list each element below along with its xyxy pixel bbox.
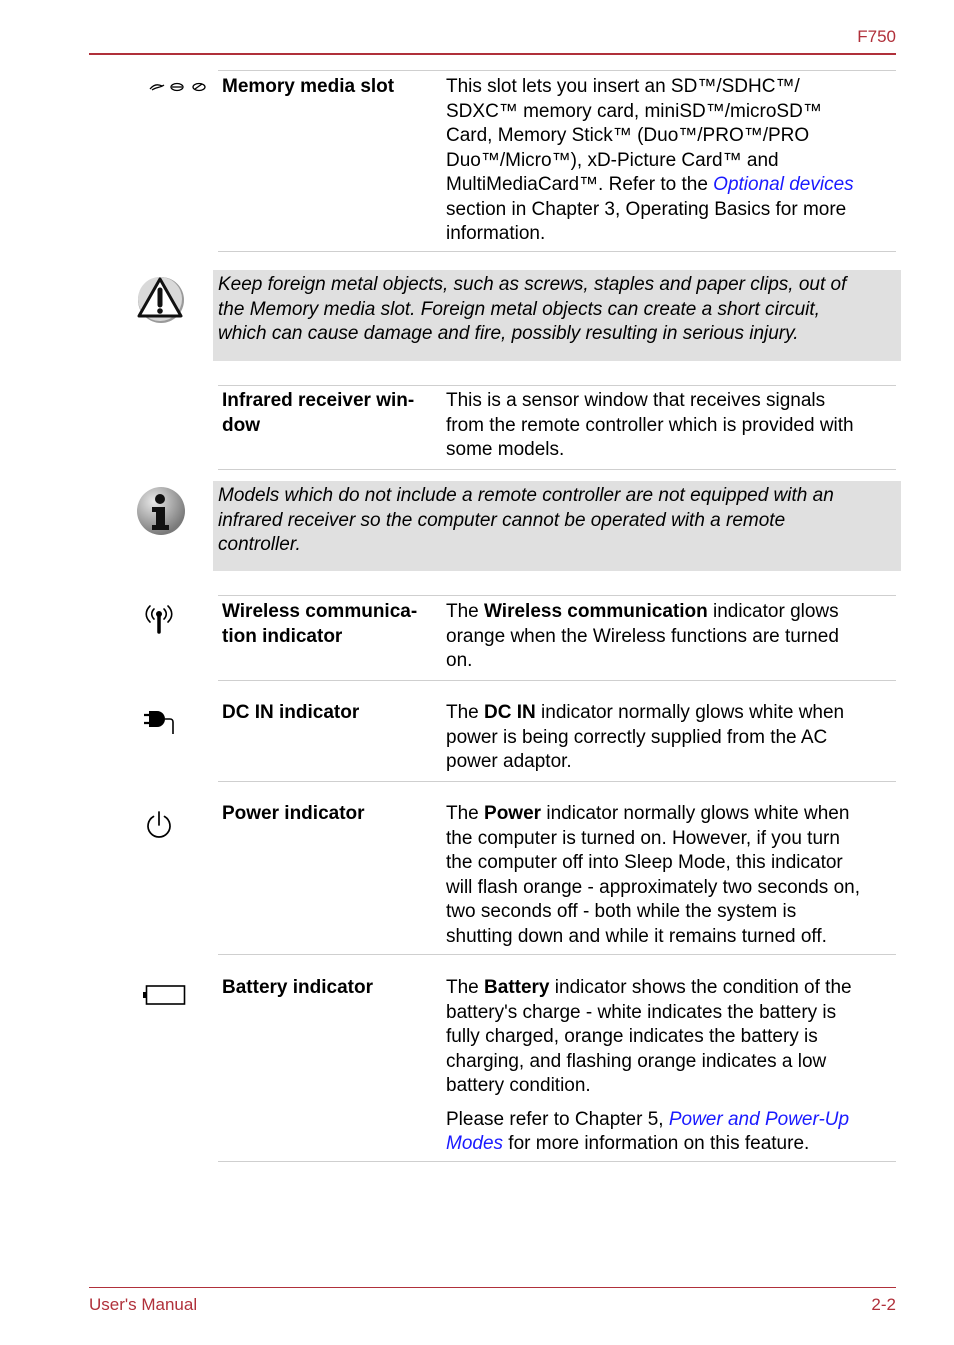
desc-line	[446, 600, 896, 625]
desc-text: The	[446, 977, 485, 998]
desc-text: The	[446, 803, 485, 824]
desc-paragraph	[446, 976, 896, 1099]
desc-bold: Battery	[484, 977, 550, 998]
desc-line: Card, Memory Stick™ (Duo™/PRO™/PRO	[446, 125, 810, 146]
desc-bold: DC IN	[484, 702, 536, 723]
dc-in-indicator-description	[446, 701, 896, 775]
warning-triangle-icon	[136, 274, 186, 324]
battery-icon	[142, 984, 186, 1006]
desc-line	[446, 173, 896, 198]
desc-line: from the remote controller which is provided with	[446, 414, 854, 436]
desc-line: This slot lets you insert an SD™/SDHC™/	[446, 76, 800, 97]
desc-line	[446, 1132, 896, 1157]
footer-rule	[89, 1287, 896, 1288]
infrared-receiver-description	[446, 389, 896, 463]
desc-text: Please refer to Chapter 5,	[446, 1108, 669, 1130]
power-modes-link[interactable]: Power and Power-Up	[668, 1108, 850, 1130]
desc-line: shutting down and while it remains turned off.	[446, 925, 827, 947]
desc-text: indicator glows	[707, 601, 839, 622]
desc-line: power is being correctly supplied from the AC	[446, 726, 828, 748]
wireless-indicator-row	[218, 595, 896, 681]
wireless-indicator-term	[222, 600, 436, 649]
term-line: Wireless communica-	[222, 601, 418, 622]
term-line: dow	[222, 414, 260, 436]
info-icon	[136, 486, 186, 536]
row-bottom-border	[218, 251, 896, 252]
desc-text: The	[446, 601, 485, 622]
desc-line	[446, 802, 896, 827]
note-line: Models which do not include a remote controller are not equipped with an	[218, 485, 834, 506]
dc-in-indicator-term: DC IN indicator	[222, 702, 360, 723]
desc-line: battery's charge - white indicates the battery is	[446, 1001, 837, 1023]
desc-line: fully charged, orange indicates the battery is	[446, 1026, 818, 1047]
memory-media-slot-term: Memory media slot	[222, 76, 395, 97]
desc-text: indicator shows the condition of the	[549, 977, 852, 998]
desc-line: battery condition.	[446, 1075, 591, 1096]
desc-bold: Wireless communication	[484, 601, 708, 622]
power-indicator-term: Power indicator	[222, 803, 365, 824]
battery-indicator-description	[446, 976, 896, 1157]
term-line: Infrared receiver win-	[222, 390, 415, 411]
desc-text: The	[446, 702, 485, 723]
page-header-model: F750	[857, 27, 896, 46]
desc-line: information.	[446, 223, 546, 244]
note-line: which can cause damage and fire, possibly resulting in serious injury.	[218, 323, 799, 344]
note-line: infrared receiver so the computer cannot be operated with a remote	[218, 509, 786, 531]
memory-card-logos-icon	[148, 80, 210, 94]
desc-line	[446, 1108, 896, 1133]
note-line: controller.	[218, 534, 301, 555]
footer-page-number: 2-2	[871, 1295, 896, 1314]
note-line: the Memory media slot. Foreign metal objects can create a short circuit,	[218, 298, 820, 320]
memory-media-slot-description	[446, 75, 896, 247]
desc-bold: Power	[484, 803, 542, 824]
header-rule	[89, 53, 896, 55]
warning-note	[213, 270, 901, 361]
desc-text: for more information on this feature.	[503, 1133, 810, 1154]
desc-paragraph	[446, 1108, 896, 1157]
row-top-border	[218, 70, 896, 71]
row-bottom-border	[218, 1161, 896, 1162]
power-modes-link[interactable]: Modes	[446, 1133, 504, 1154]
desc-line: SDXC™ memory card, miniSD™/microSD™	[446, 100, 822, 122]
desc-line: on.	[446, 650, 473, 671]
wireless-indicator-description	[446, 600, 896, 674]
term-line: tion indicator	[222, 625, 343, 647]
desc-line: Duo™/Micro™), xD-Picture Card™ and	[446, 149, 779, 171]
dc-in-indicator-row	[218, 681, 896, 782]
desc-text: indicator normally glows white when	[535, 702, 845, 723]
row-bottom-border	[218, 469, 896, 470]
desc-line: section in Chapter 3, Operating Basics for more	[446, 198, 847, 220]
dc-in-plug-icon	[143, 708, 175, 736]
power-indicator-description	[446, 802, 896, 949]
power-indicator-row	[218, 782, 896, 955]
infrared-receiver-row	[218, 385, 896, 470]
optional-devices-link[interactable]: Optional devices	[713, 174, 854, 195]
desc-text: indicator normally glows white when	[541, 803, 850, 824]
desc-line: the computer off into Sleep Mode, this indicator	[446, 852, 843, 873]
info-note-text	[218, 484, 895, 558]
power-icon	[144, 810, 174, 840]
desc-line: some models.	[446, 439, 565, 460]
battery-indicator-row	[218, 955, 896, 1162]
warning-note-text	[218, 273, 895, 347]
desc-line	[446, 976, 896, 1001]
desc-line: power adaptor.	[446, 751, 572, 772]
info-note	[213, 481, 901, 571]
desc-text: MultiMediaCard™. Refer to the	[446, 174, 714, 195]
memory-media-slot-row	[218, 70, 896, 252]
desc-line: This is a sensor window that receives signals	[446, 390, 826, 411]
desc-line: the computer is turned on. However, if you turn	[446, 827, 840, 849]
note-line: Keep foreign metal objects, such as screws, staples and paper clips, out of	[218, 274, 847, 295]
wireless-antenna-icon	[145, 604, 173, 634]
desc-line: will flash orange - approximately two seconds on,	[446, 876, 860, 898]
infrared-receiver-term	[222, 389, 436, 438]
desc-line: two seconds off - both while the system is	[446, 901, 797, 922]
desc-line	[446, 701, 896, 726]
row-top-border	[218, 385, 896, 386]
desc-line: charging, and flashing orange indicates a low	[446, 1050, 827, 1072]
footer-manual-title: User's Manual	[89, 1295, 198, 1314]
row-top-border	[218, 595, 896, 596]
battery-indicator-term: Battery indicator	[222, 977, 373, 998]
desc-line: orange when the Wireless functions are turned	[446, 625, 839, 647]
